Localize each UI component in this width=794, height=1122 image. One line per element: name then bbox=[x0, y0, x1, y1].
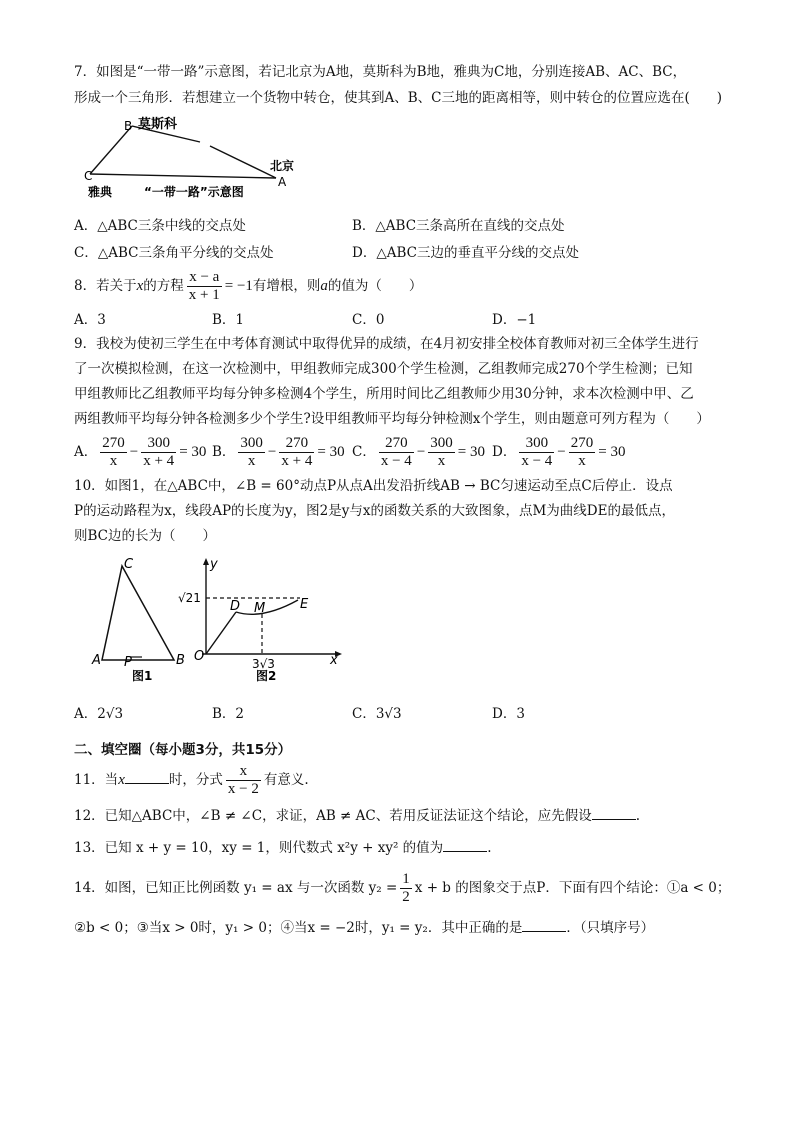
caption-fig2: 图2 bbox=[256, 669, 277, 683]
label-3sqrt3: 3√3 bbox=[252, 657, 275, 671]
label-P: P bbox=[124, 655, 132, 670]
q10-option-a: A．2√3 bbox=[74, 706, 124, 722]
q13-answer-blank bbox=[443, 851, 487, 852]
q11-fraction: $\frac{x}{x - 2}$ bbox=[227, 763, 259, 797]
q7-option-d: D．△ABC三边的垂直平分线的交点处 bbox=[352, 245, 579, 261]
q10-figure-2 bbox=[176, 556, 346, 684]
q9-stem-line3: 甲组教师比乙组教师平均每分钟多检测4个学生，所用时间比乙组教师少用30分钟，求本次检测中甲、乙 bbox=[74, 386, 694, 402]
q10-option-d: D．3 bbox=[492, 706, 525, 722]
label-M: M bbox=[254, 601, 266, 616]
label-B: B bbox=[176, 653, 185, 668]
q11-answer-blank bbox=[125, 783, 169, 784]
segment-OD bbox=[206, 612, 236, 654]
edge-ca bbox=[90, 174, 276, 178]
fig-label-A: A bbox=[278, 175, 287, 189]
q13-stem: 13．已知 x + y = 10，xy = 1，则代数式 x²y + xy² 的值为 . bbox=[74, 840, 492, 856]
caption-fig1: 图1 bbox=[132, 669, 153, 683]
fig-label-athens: 雅典 bbox=[88, 185, 113, 199]
q10-stem-line2: P的运动路程为x，线段AP的长度为y，图2是y与x的函数关系的大致图象，点M为曲线DE的最低点， bbox=[74, 503, 675, 519]
q10-option-c: C．3√3 bbox=[352, 706, 402, 722]
q9-option-b: B． $\frac{300}{x}$ − $\frac{270}{x + 4}$ = 30 bbox=[212, 435, 345, 469]
q9-option-c: C． $\frac{270}{x - 4}$ − $\frac{300}{x}$ = 30 bbox=[352, 435, 485, 469]
label-C: C bbox=[124, 557, 134, 572]
q7-option-a: A．△ABC三条中线的交点处 bbox=[74, 218, 246, 234]
curve-DE bbox=[236, 600, 298, 614]
q14-fraction: $\frac{1}{2}$ bbox=[402, 871, 410, 905]
q8-option-c: C．0 bbox=[352, 312, 385, 328]
q8-fraction: $\frac{x - a}{x + 1}$ bbox=[188, 269, 220, 303]
q9-option-d: D． $\frac{300}{x - 4}$ − $\frac{270}{x}$ = 30 bbox=[492, 435, 626, 469]
q12-answer-blank bbox=[592, 819, 636, 820]
q10-stem-line3: 则BC边的长为（ ） bbox=[74, 528, 217, 544]
q12-stem: 12．已知△ABC中，∠B ≠ ∠C，求证，AB ≠ AC、若用反证法证这个结论，应先假设 . bbox=[74, 808, 641, 824]
label-D: D bbox=[230, 599, 241, 614]
fig-label-moscow: 莫斯科 bbox=[138, 117, 178, 132]
q9-stem-line1: 9．我校为使初三学生在中考体育测试中取得优异的成绩，在4月初安排全校体育教师对初三全体学生进行 bbox=[74, 336, 699, 352]
q11-stem: 11．当x 时，分式 $\frac{x}{x - 2}$ 有意义. bbox=[74, 763, 309, 797]
q8-option-a: A．3 bbox=[74, 312, 106, 328]
section-2-title: 二、填空圈（每小题3分，共15分） bbox=[74, 742, 292, 758]
q7-belt-road-figure bbox=[80, 114, 320, 202]
fig-caption: “一带一路”示意图 bbox=[144, 185, 244, 199]
label-x: x bbox=[330, 653, 338, 668]
q7-stem-line2: 形成一个三角形．若想建立一个货物中转仓，使其到A、B、C三地的距离相等，则中转仓的位置应选在( ) bbox=[74, 90, 723, 106]
q7-option-c: C．△ABC三条角平分线的交点处 bbox=[74, 245, 274, 261]
q7-stem-line1: 7．如图是“一带一路”示意图，若记北京为A地，莫斯科为B地，雅典为C地，分别连接AB、AC、BC， bbox=[74, 64, 687, 80]
edge-ab bbox=[132, 126, 276, 178]
label-E: E bbox=[300, 597, 309, 612]
label-y: y bbox=[210, 557, 218, 572]
q9-stem-line4: 两组教师平均每分钟各检测多少个学生?设甲组教师平均每分钟检测x个学生，则由题意可列方程为（ ） bbox=[74, 411, 710, 427]
q8-stem: 8．若关于x的方程 $\frac{x - a}{x + 1}$ = −1有增根，则a的值为（ ） bbox=[74, 269, 423, 303]
q14-stem-line1: 14．如图，已知正比例函数 y₁ = ax 与一次函数 y₂ = $\frac{1}{2}$ x + b 的图象交于点P．下面有四个结论：①a < 0； bbox=[74, 871, 731, 905]
q10-stem-line1: 10．如图1，在△ABC中，∠B = 60°动点P从点A出发沿折线AB → BC匀速运动至点C后停止．设点 bbox=[74, 478, 673, 494]
q9-stem-line2: 了一次模拟检测，在这一次检测中，甲组教师完成300个学生检测，乙组教师完成270个学生检测；已知 bbox=[74, 361, 693, 377]
q14-stem-line2: ②b < 0；③当x > 0时，y₁ > 0；④当x = −2时，y₁ = y₂．其中正确的是 ．（只填序号） bbox=[74, 920, 655, 936]
q9-option-a: A． $\frac{270}{x}$ − $\frac{300}{x + 4}$ = 30 bbox=[74, 435, 207, 469]
label-sqrt21: √21 bbox=[178, 591, 201, 605]
q10-option-b: B．2 bbox=[212, 706, 245, 722]
label-A: A bbox=[92, 653, 101, 668]
fig-label-C: C bbox=[84, 169, 93, 183]
q14-answer-blank bbox=[522, 931, 566, 932]
label-O: O bbox=[194, 649, 205, 664]
q8-option-b: B．1 bbox=[212, 312, 245, 328]
fig-label-beijing: 北京 bbox=[270, 159, 295, 173]
edge-bc bbox=[90, 126, 132, 174]
triangle-abc bbox=[102, 566, 174, 660]
q7-option-b: B．△ABC三条高所在直线的交点处 bbox=[352, 218, 565, 234]
q8-option-d: D．−1 bbox=[492, 312, 537, 328]
fig-label-B: B bbox=[124, 119, 133, 133]
